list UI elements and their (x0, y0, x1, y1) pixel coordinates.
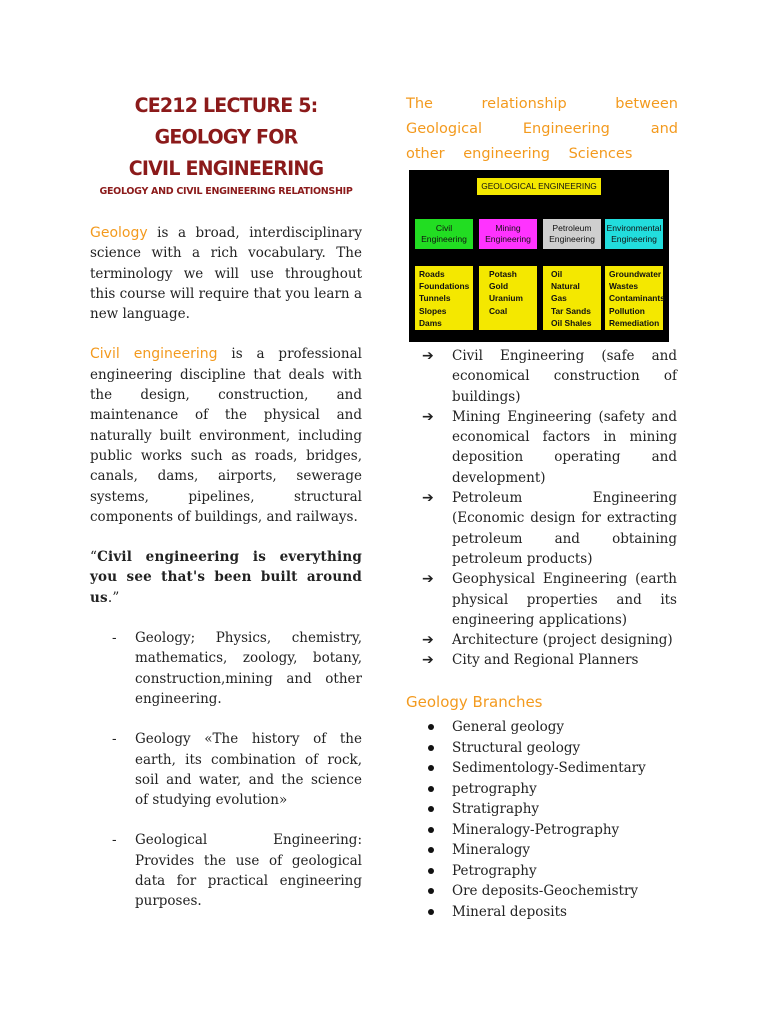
civil-engineering-term: Civil engineering (90, 346, 218, 363)
dash-marker: - (112, 731, 117, 748)
list-item (426, 840, 686, 861)
list-item (90, 729, 362, 810)
page-title (90, 90, 362, 185)
bullet-icon (428, 888, 434, 894)
left-column (90, 92, 362, 932)
list-item (422, 407, 677, 488)
civil-engineering-quote (90, 547, 362, 608)
arrow-icon: ➔ (422, 652, 434, 669)
list-item-text: Geological Engineering: Provides the use of geological data for practical engineering purposes. (135, 832, 362, 910)
bullet-icon (428, 724, 434, 730)
title-line-2: CIVIL ENGINEERING (128, 156, 324, 181)
list-item-text: Mining Engineering (safety and economical factors in mining deposition operating and development) (452, 408, 677, 486)
geology-branches-title: Geology Branches (406, 693, 543, 711)
geological-engineering-diagram (409, 170, 669, 342)
arrow-icon: ➔ (422, 348, 434, 364)
diagram-environmental-items: Groundwater Wastes Contaminants Pollution Remediation (605, 266, 663, 330)
quote-open: “ (90, 549, 98, 566)
geology-term: Geology (90, 225, 148, 241)
arrow-icon: ➔ (422, 490, 434, 507)
diagram-civil-engineering-box (415, 219, 473, 249)
list-item-text: petrography (452, 780, 537, 797)
list-item (422, 569, 677, 630)
list-item-text: City and Regional Planners (452, 652, 639, 669)
list-item (426, 717, 686, 738)
list-item (90, 830, 362, 911)
list-item-text: Ore deposits-Geochemistry (452, 883, 639, 899)
list-item (426, 902, 686, 923)
list-item-text: Structural geology (452, 739, 581, 756)
dash-marker: - (112, 630, 117, 647)
civil-engineering-paragraph (90, 344, 362, 527)
list-item-text: Architecture (project designing) (452, 632, 673, 649)
title-line-1: CE212 LECTURE 5: GEOLOGY FOR (134, 93, 318, 149)
list-item (422, 650, 677, 670)
list-item (422, 346, 677, 407)
list-item (90, 628, 362, 709)
list-item-text: Sedimentology-Sedimentary (452, 760, 646, 776)
list-item-text: Civil Engineering (safe and economical construction of buildings) (452, 348, 677, 405)
diagram-box-label: Environmental Engineering (606, 223, 662, 244)
list-item (426, 738, 686, 759)
list-item-text: Petroleum Engineering (Economic design for extracting petroleum and obtaining petroleum products) (452, 490, 677, 567)
quote-close: .” (107, 589, 120, 606)
civil-engineering-definition: is a professional engineering discipline that deals with the design, construction, and maintenance of the physical and naturally built environment, including public works such as roads, bridges, canals, dams, airports, sewerage systems, pipelines, structural components of buildings, and railways. (90, 346, 362, 525)
diagram-box-label: Petroleum Engineering (549, 223, 595, 244)
dash-list (90, 628, 362, 912)
diagram-civil-items: Roads Foundations Tunnels Slopes Dams (415, 266, 473, 330)
list-item-text: Geology «The history of the earth, its combination of rock, soil and water, and the science of studying evolution» (135, 731, 362, 809)
arrow-icon: ➔ (422, 632, 434, 649)
bullet-icon (428, 745, 434, 751)
geology-paragraph (90, 223, 362, 324)
page-subtitle: GEOLOGY AND CIVIL ENGINEERING RELATIONSHIP (99, 186, 353, 197)
list-item (426, 820, 686, 841)
list-item (426, 799, 686, 820)
list-item-text: General geology (452, 719, 565, 735)
list-item (422, 630, 677, 650)
right-column (406, 92, 678, 167)
list-item-text: Mineralogy (452, 842, 531, 858)
diagram-top-box: GEOLOGICAL ENGINEERING (477, 178, 601, 195)
geology-definition: is a broad, interdisciplinary science with a rich vocabulary. The terminology we will use throughout this course will require that you learn a new language. (90, 225, 362, 323)
quote-text: Civil engineering is everything you see that's been built around us (90, 549, 362, 606)
diagram-mining-items: Potash Gold Uranium Coal (479, 266, 537, 330)
relationship-title: The relationship between Geological Engineering and other engineering Sciences (406, 96, 678, 162)
arrow-icon: ➔ (422, 571, 434, 588)
bullet-icon (428, 847, 434, 853)
list-item-text: Stratigraphy (452, 801, 540, 817)
list-item (426, 758, 686, 779)
bullet-icon (428, 786, 434, 792)
diagram-box-label: Civil Engineering (421, 223, 467, 244)
diagram-environmental-engineering-box (605, 219, 663, 249)
list-item-text: Petrography (452, 862, 537, 879)
list-item-text: Mineral deposits (452, 903, 567, 920)
bullet-icon (428, 827, 434, 833)
dash-marker: - (112, 832, 117, 849)
diagram-petroleum-items: Oil Natural Gas Tar Sands Oil Shales (543, 266, 601, 330)
list-item-text: Geophysical Engineering (earth physical properties and its engineering applications) (452, 571, 677, 628)
bullet-icon (428, 868, 434, 874)
list-item (422, 488, 677, 569)
diagram-box-label: Mining Engineering (485, 223, 531, 244)
arrow-icon: ➔ (422, 408, 434, 425)
list-item (426, 779, 686, 800)
bullet-icon (428, 765, 434, 771)
list-item-text: Geology; Physics, chemistry, mathematics, zoology, botany, construction,mining and other engineering. (135, 630, 362, 707)
list-item-text: Mineralogy-Petrography (452, 821, 620, 838)
engineering-fields-list (422, 346, 677, 671)
geology-branches-list (426, 717, 686, 922)
list-item (426, 881, 686, 902)
diagram-petroleum-engineering-box (543, 219, 601, 249)
diagram-mining-engineering-box (479, 219, 537, 249)
bullet-icon (428, 806, 434, 812)
list-item (426, 861, 686, 882)
bullet-icon (428, 909, 434, 915)
